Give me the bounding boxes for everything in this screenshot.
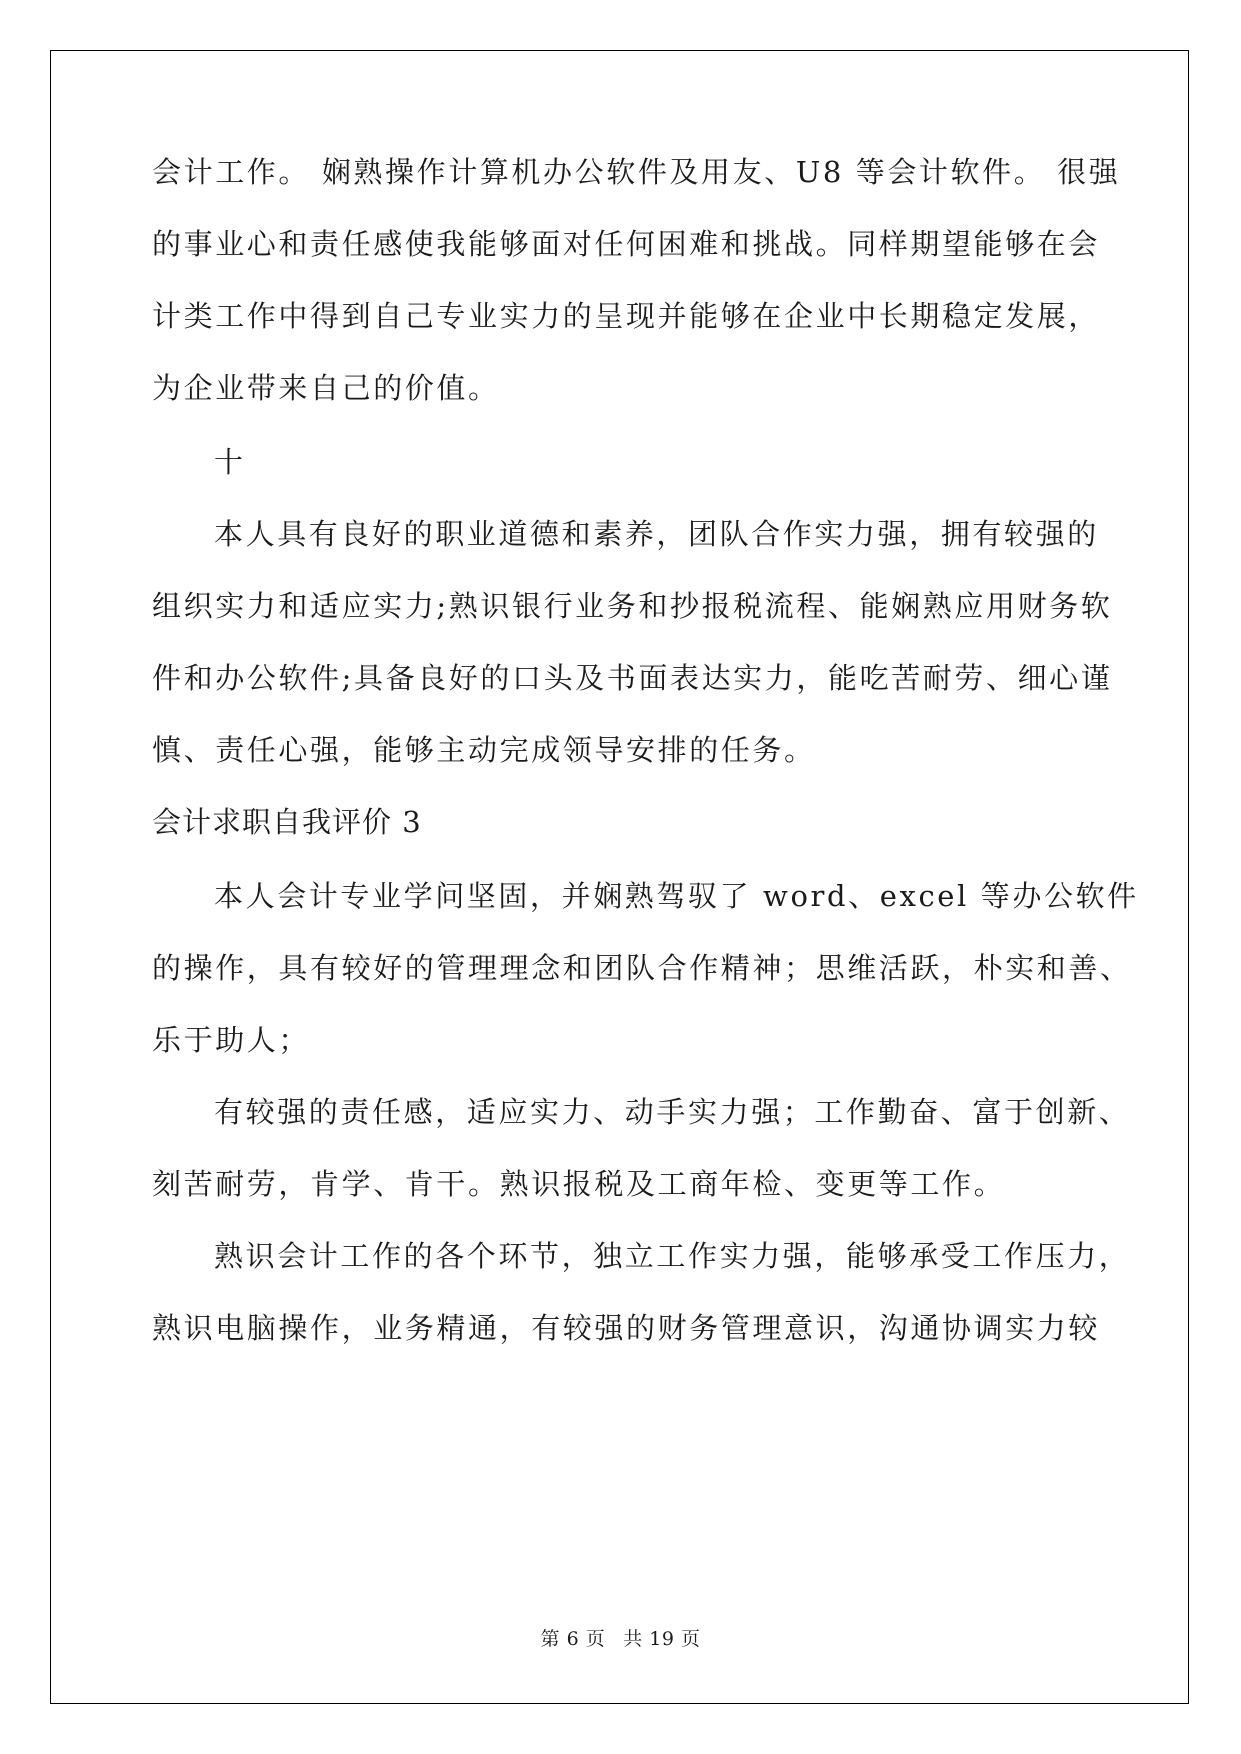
- body-line: 组织实力和适应实力;熟识银行业务和抄报税流程、能娴熟应用财务软: [152, 589, 1113, 623]
- page-footer: [0, 1627, 1241, 1651]
- body-line: 件和办公软件;具备良好的口头及书面表达实力，能吃苦耐劳、细心谨: [152, 661, 1113, 695]
- body-line: 有较强的责任感，适应实力、动手实力强；工作勤奋、富于创新、: [214, 1095, 1131, 1129]
- section-number: 十: [214, 445, 246, 479]
- body-line: 熟识会计工作的各个环节，独立工作实力强，能够承受工作压力，: [214, 1239, 1131, 1273]
- page-number: 第 6 页: [540, 1628, 606, 1650]
- page-total: 共 19 页: [623, 1628, 701, 1650]
- body-line: 慎、责任心强，能够主动完成领导安排的任务。: [152, 733, 816, 767]
- body-line: 乐于助人；: [152, 1023, 311, 1057]
- body-line: 计类工作中得到自己专业实力的呈现并能够在企业中长期稳定发展，: [152, 299, 1101, 333]
- body-line: 的事业心和责任感使我能够面对任何困难和挑战。同样期望能够在会: [152, 227, 1101, 261]
- body-line: 熟识电脑操作，业务精通，有较强的财务管理意识，沟通协调实力较: [152, 1311, 1101, 1345]
- body-line: 本人会计专业学问坚固，并娴熟驾驭了 word、excel 等办公软件: [214, 879, 1139, 913]
- section-heading: 会计求职自我评价 3: [152, 805, 422, 839]
- body-line: 的操作，具有较好的管理理念和团队合作精神；思维活跃，朴实和善、: [152, 951, 1132, 985]
- body-line: 会计工作。 娴熟操作计算机办公软件及用友、U8 等会计软件。 很强: [152, 155, 1121, 189]
- body-line: 为企业带来自己的价值。: [152, 371, 500, 405]
- body-line: 刻苦耐劳，肯学、肯干。熟识报税及工商年检、变更等工作。: [152, 1167, 1006, 1201]
- body-line: 本人具有良好的职业道德和素养，团队合作实力强，拥有较强的: [214, 517, 1099, 551]
